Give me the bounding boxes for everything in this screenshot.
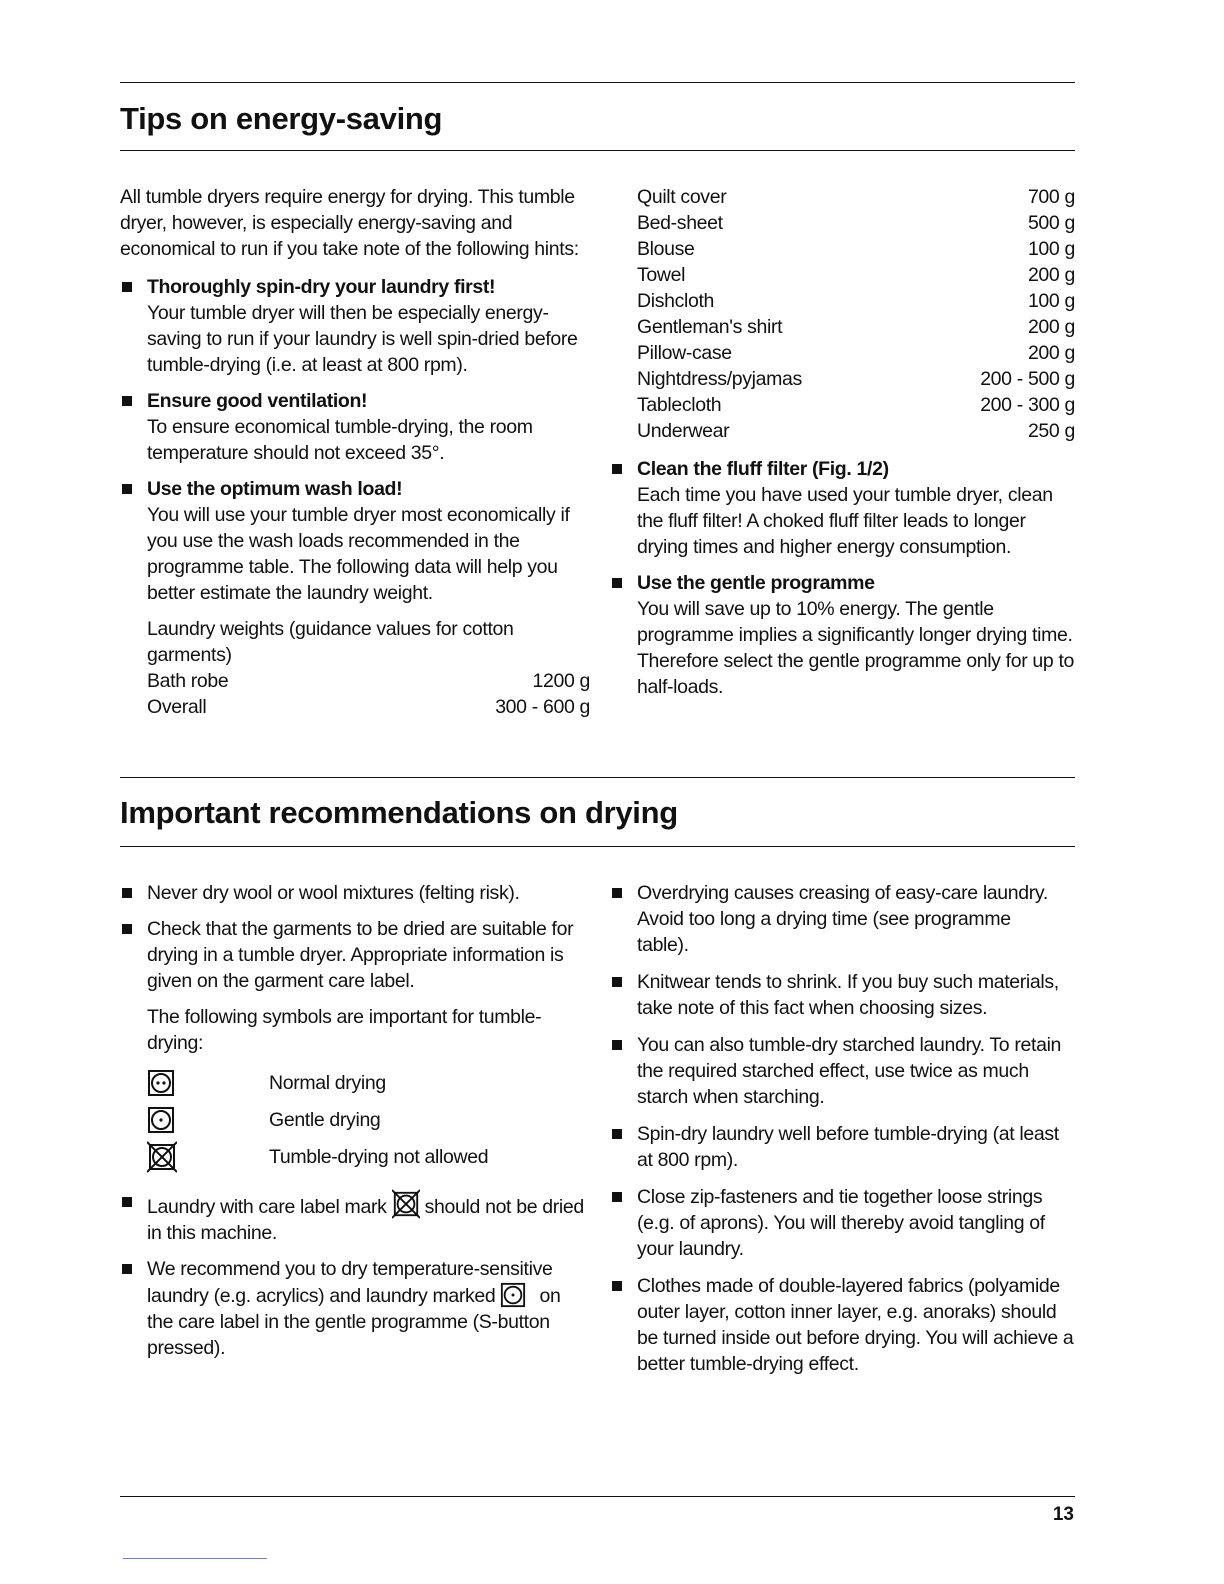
rec-text: Clothes made of double-layered fabrics (polyamide outer layer, cotton inner layer, e.g. anoraks) should be turned inside out before drying. You will achieve a better tumble-drying effect. bbox=[637, 1275, 1074, 1375]
no-tumble-drying-icon bbox=[392, 1189, 420, 1219]
section1-bottom-rule bbox=[120, 150, 1075, 151]
rec-wool bbox=[120, 880, 590, 906]
weight-row bbox=[637, 314, 1075, 340]
weight-row bbox=[637, 210, 1075, 236]
tip-fluff-filter bbox=[610, 456, 1075, 560]
bullet-icon bbox=[612, 1129, 622, 1139]
rec-spin-dry bbox=[610, 1121, 1075, 1173]
bullet-icon bbox=[122, 1264, 132, 1274]
weight-row bbox=[637, 418, 1075, 444]
bullet-icon bbox=[122, 1197, 132, 1207]
bullet-icon bbox=[122, 484, 132, 494]
weight-value: 200 g bbox=[1027, 342, 1075, 364]
tip-text: To ensure economical tumble-drying, the room temperature should not exceed 35°. bbox=[147, 416, 533, 464]
weight-row bbox=[637, 184, 1075, 210]
symbol-label: Tumble-drying not allowed bbox=[269, 1145, 489, 1168]
rec-text: Spin-dry laundry well before tumble-drying (at least at 800 rpm). bbox=[637, 1123, 1059, 1171]
rec-text: Check that the garments to be dried are suitable for drying in a tumble dryer. Appropriate information is given on the garment care label. bbox=[147, 918, 574, 992]
symbol-list bbox=[147, 1064, 590, 1175]
weight-item: Dishcloth bbox=[637, 290, 715, 312]
rec-text bbox=[147, 1256, 590, 1361]
rec-text-post: on the care label in the gentle programme (S-button pressed). bbox=[147, 1285, 561, 1359]
weight-item: Tablecloth bbox=[637, 394, 722, 416]
tip-heading: Ensure good ventilation! bbox=[147, 390, 368, 412]
weight-item: Quilt cover bbox=[637, 186, 727, 208]
rec-overdrying bbox=[610, 880, 1075, 958]
symbol-row bbox=[147, 1064, 590, 1101]
tip-wash-load bbox=[120, 476, 590, 720]
weight-item: Blouse bbox=[637, 238, 695, 260]
rec-knitwear bbox=[610, 969, 1075, 1021]
weight-item: Underwear bbox=[637, 420, 730, 442]
bullet-icon bbox=[612, 888, 622, 898]
weight-row bbox=[147, 694, 590, 720]
normal-drying-icon bbox=[147, 1069, 269, 1097]
bullet-icon bbox=[612, 1040, 622, 1050]
weight-item: Bed-sheet bbox=[637, 212, 723, 234]
gentle-drying-icon bbox=[500, 1282, 526, 1308]
tip-text: You will save up to 10% energy. The gentle programme implies a significantly longer drying time. Therefore select the gentle programme only for up to half-loads. bbox=[637, 598, 1075, 698]
weight-value: 500 g bbox=[1027, 212, 1075, 234]
weight-row bbox=[637, 340, 1075, 366]
rec-check-garments bbox=[120, 916, 590, 1175]
tip-gentle-programme bbox=[610, 570, 1075, 700]
rec-text: Knitwear tends to shrink. If you buy such materials, take note of this fact when choosing sizes. bbox=[637, 971, 1059, 1019]
intro-text: All tumble dryers require energy for drying. This tumble dryer, however, is especially energy-saving and economical to run if you take note of the following hints: bbox=[120, 186, 579, 260]
section2-right-column bbox=[610, 880, 1075, 1377]
bullet-icon bbox=[122, 888, 132, 898]
weight-row bbox=[637, 366, 1075, 392]
weight-value: 300 - 600 g bbox=[495, 696, 590, 718]
section2-left-column bbox=[120, 880, 590, 1361]
tip-spin-dry bbox=[120, 274, 590, 378]
section1-title: Tips on energy-saving bbox=[120, 101, 443, 136]
tip-text: Your tumble dryer will then be especially energy-saving to run if your laundry is well spin-dried before tumble-drying (i.e. at least at 800 rpm). bbox=[147, 302, 578, 376]
rec-text bbox=[147, 1189, 590, 1246]
weight-value: 200 - 500 g bbox=[980, 368, 1075, 390]
bullet-icon bbox=[612, 578, 622, 588]
tip-heading: Clean the fluff filter (Fig. 1/2) bbox=[637, 458, 889, 480]
section1-left-column bbox=[120, 184, 590, 720]
tip-heading: Use the gentle programme bbox=[637, 572, 875, 594]
section1-top-rule bbox=[120, 82, 1075, 83]
symbol-label: Gentle drying bbox=[269, 1108, 381, 1131]
tip-heading: Thoroughly spin-dry your laundry first! bbox=[147, 276, 496, 298]
bullet-icon bbox=[612, 1192, 622, 1202]
weight-item: Pillow-case bbox=[637, 342, 732, 364]
rec-text: Never dry wool or wool mixtures (felting risk). bbox=[147, 882, 520, 904]
weight-item: Gentleman's shirt bbox=[637, 316, 783, 338]
section2-top-rule bbox=[120, 777, 1075, 778]
weights-table bbox=[610, 184, 1075, 444]
weight-item: Nightdress/pyjamas bbox=[637, 368, 802, 390]
bullet-icon bbox=[122, 282, 132, 292]
section2-title: Important recommendations on drying bbox=[120, 795, 678, 830]
scan-artifact-line bbox=[123, 1558, 267, 1559]
weight-row bbox=[637, 288, 1075, 314]
tip-heading: Use the optimum wash load! bbox=[147, 478, 403, 500]
weight-row bbox=[147, 668, 590, 694]
bullet-icon bbox=[122, 924, 132, 934]
bullet-icon bbox=[612, 977, 622, 987]
rec-care-label bbox=[120, 1189, 590, 1246]
weight-value: 700 g bbox=[1027, 186, 1075, 208]
weight-row bbox=[637, 392, 1075, 418]
weight-value: 100 g bbox=[1027, 238, 1075, 260]
no-tumble-drying-icon bbox=[147, 1141, 269, 1173]
tip-ventilation bbox=[120, 388, 590, 466]
gentle-drying-icon bbox=[147, 1106, 269, 1134]
footer-rule bbox=[120, 1496, 1075, 1497]
rec-zip-fasteners bbox=[610, 1184, 1075, 1262]
page-number: 13 bbox=[1052, 1504, 1074, 1525]
rec-text: Close zip-fasteners and tie together loose strings (e.g. of aprons). You will thereby avoid tangling of your laundry. bbox=[637, 1186, 1045, 1260]
weight-row bbox=[637, 236, 1075, 262]
rec-temperature-sensitive bbox=[120, 1256, 590, 1361]
weight-item: Bath robe bbox=[147, 670, 229, 692]
weights-caption: Laundry weights (guidance values for cotton garments) bbox=[147, 618, 514, 666]
section1-right-column bbox=[610, 184, 1075, 700]
weight-value: 200 g bbox=[1027, 264, 1075, 286]
rec-double-layered bbox=[610, 1273, 1075, 1377]
weight-item: Overall bbox=[147, 696, 207, 718]
weight-value: 200 - 300 g bbox=[980, 394, 1075, 416]
weight-value: 100 g bbox=[1027, 290, 1075, 312]
tip-text: Each time you have used your tumble dryer, clean the fluff filter! A choked fluff filter leads to longer drying times and higher energy consumption. bbox=[637, 484, 1053, 558]
weight-value: 200 g bbox=[1027, 316, 1075, 338]
weight-value: 1200 g bbox=[532, 670, 590, 692]
rec-text: You can also tumble-dry starched laundry. To retain the required starched effect, use twice as much starch when starching. bbox=[637, 1034, 1062, 1108]
weight-row bbox=[637, 262, 1075, 288]
rec-text-pre: Laundry with care label mark bbox=[147, 1196, 387, 1218]
rec-text-post: should not be dried in this machine. bbox=[147, 1196, 584, 1244]
tip-text: You will use your tumble dryer most economically if you use the wash loads recommended in the programme table. The following data will help you better estimate the laundry weight. bbox=[147, 504, 570, 604]
section2-bottom-rule bbox=[120, 846, 1075, 847]
rec-text-pre: We recommend you to dry temperature-sensitive laundry (e.g. acrylics) and laundry marked bbox=[147, 1258, 553, 1307]
symbol-row bbox=[147, 1138, 590, 1175]
symbol-label: Normal drying bbox=[269, 1071, 386, 1094]
symbol-row bbox=[147, 1101, 590, 1138]
symbols-intro: The following symbols are important for tumble-drying: bbox=[147, 1006, 542, 1054]
weight-item: Towel bbox=[637, 264, 686, 286]
bullet-icon bbox=[612, 1281, 622, 1291]
rec-text: Overdrying causes creasing of easy-care laundry. Avoid too long a drying time (see programme table). bbox=[637, 882, 1048, 956]
weight-value: 250 g bbox=[1027, 420, 1075, 442]
bullet-icon bbox=[122, 396, 132, 406]
rec-starched bbox=[610, 1032, 1075, 1110]
bullet-icon bbox=[612, 464, 622, 474]
